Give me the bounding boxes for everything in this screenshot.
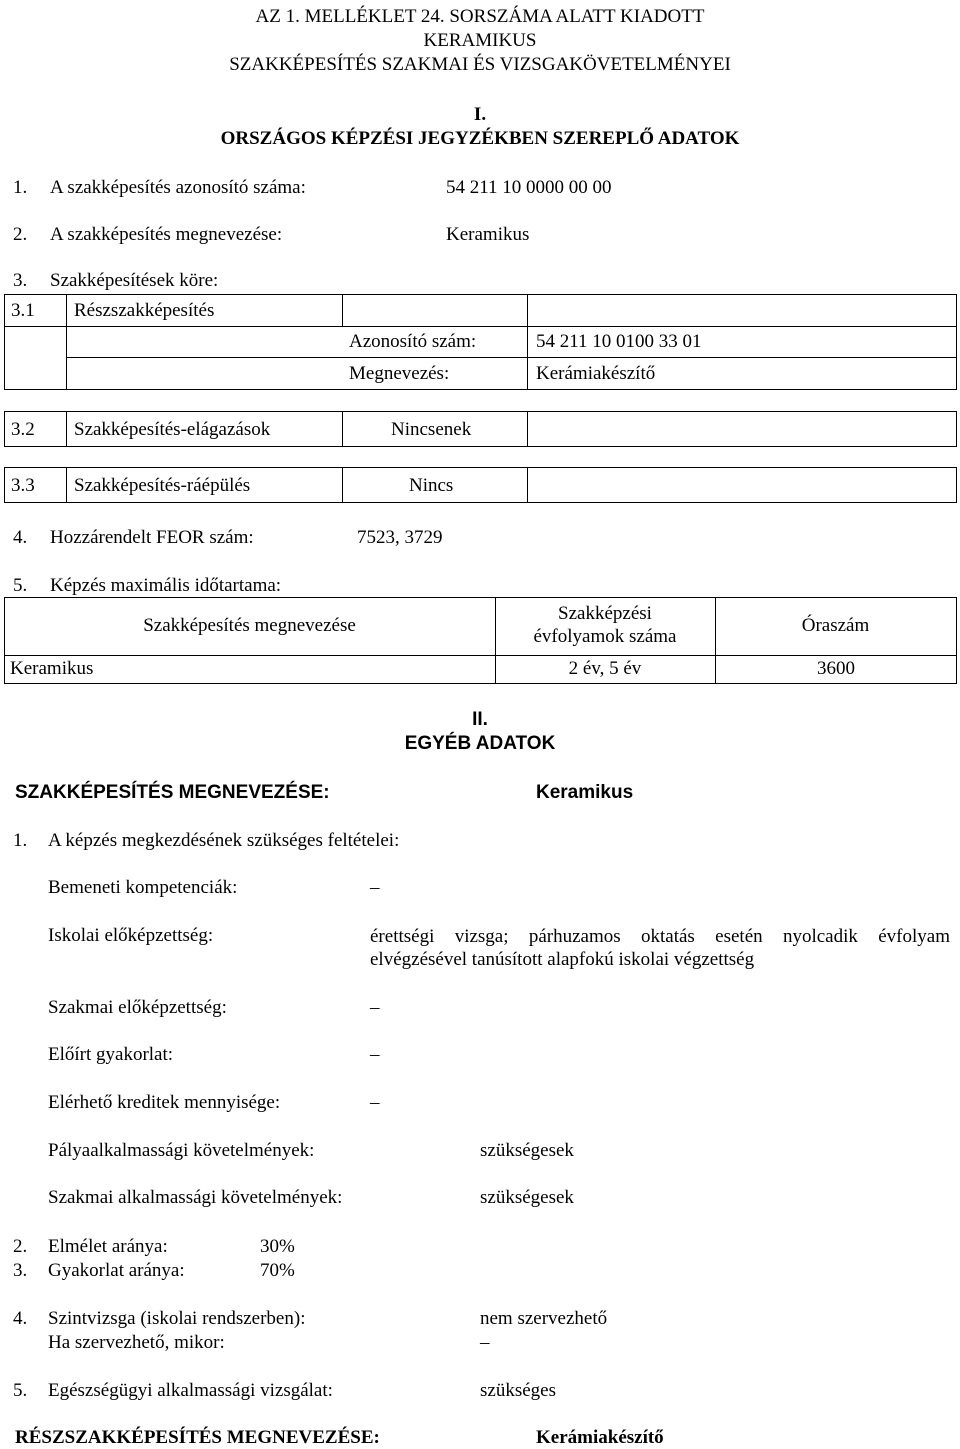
duration-col-years-header-2: évfolyamok száma <box>533 626 677 647</box>
fitness-label: Szakmai alkalmassági követelmények: <box>48 1187 343 1208</box>
section1-title: ORSZÁGOS KÉPZÉSI JEGYZÉKBEN SZEREPLŐ ADATOK <box>220 128 740 149</box>
duration-row-name: Keramikus <box>10 658 94 679</box>
item32-num: 3.2 <box>11 419 35 440</box>
duration-table-line <box>4 597 957 598</box>
level-exam-label: Szintvizsga (iskolai rendszerben): <box>48 1308 306 1329</box>
item1-num: 1. <box>13 177 28 198</box>
table31-line <box>66 357 957 358</box>
duration-col-hours-header: Óraszám <box>801 615 870 636</box>
practice-ratio-label: Gyakorlat aránya: <box>48 1260 185 1281</box>
table33-line <box>4 467 957 468</box>
item33-label: Szakképesítés-ráépülés <box>74 475 251 496</box>
duration-row-years: 2 év, 5 év <box>568 658 642 679</box>
item31-id-label: Azonosító szám: <box>349 331 477 352</box>
credits-label: Elérhető kreditek mennyisége: <box>48 1092 281 1113</box>
partial-label: RÉSZSZAKKÉPESÍTÉS MEGNEVEZÉSE: <box>15 1427 380 1448</box>
prof-value: – <box>370 997 380 1018</box>
table31-line <box>4 294 5 390</box>
table32-line <box>66 411 67 446</box>
table31-line <box>4 326 957 327</box>
level-exam-when-value: – <box>480 1332 490 1353</box>
doc-header-line3: SZAKKÉPESÍTÉS SZAKMAI ÉS VIZSGAKÖVETELMÉNYEI <box>229 54 731 75</box>
item1-value: 54 211 10 0000 00 00 <box>446 177 612 198</box>
level-exam-when-label: Ha szervezhető, mikor: <box>48 1332 225 1353</box>
item31-name-label: Megnevezés: <box>349 363 450 384</box>
duration-col-name-header: Szakképesítés megnevezése <box>143 615 356 636</box>
item5-label: Képzés maximális időtartama: <box>50 575 282 596</box>
item4-value: 7523, 3729 <box>357 527 443 548</box>
health-num: 5. <box>13 1380 28 1401</box>
practice-ratio-value: 70% <box>260 1260 295 1281</box>
input-comp-label: Bemeneti kompetenciák: <box>48 877 238 898</box>
theory-value: 30% <box>260 1236 295 1257</box>
item3-num: 3. <box>13 270 28 291</box>
table32-line <box>527 411 528 446</box>
table32-line <box>4 446 957 447</box>
table31-line <box>527 294 528 390</box>
item32-label: Szakképesítés-elágazások <box>74 419 271 440</box>
practice-label: Előírt gyakorlat: <box>48 1044 174 1065</box>
qual-name-label: SZAKKÉPESÍTÉS MEGNEVEZÉSE: <box>15 782 330 803</box>
section2-title: EGYÉB ADATOK <box>404 733 556 754</box>
health-label: Egészségügyi alkalmassági vizsgálat: <box>48 1380 333 1401</box>
duration-table-line <box>4 597 5 684</box>
table33-line <box>66 467 67 502</box>
item2-label: A szakképesítés megnevezése: <box>50 224 283 245</box>
table32-line <box>4 411 5 446</box>
table32-line <box>4 411 957 412</box>
table33-line <box>4 502 957 503</box>
practice-value: – <box>370 1044 380 1065</box>
conditions-num: 1. <box>13 830 28 851</box>
item4-num: 4. <box>13 527 28 548</box>
section1-roman: I. <box>473 104 487 125</box>
duration-row-hours: 3600 <box>817 658 855 679</box>
table32-line <box>956 411 957 446</box>
item4-label: Hozzárendelt FEOR szám: <box>50 527 254 548</box>
item1-label: A szakképesítés azonosító száma: <box>50 177 306 198</box>
table31-line <box>66 294 67 390</box>
table33-line <box>956 467 957 502</box>
theory-num: 2. <box>13 1236 28 1257</box>
item31-num: 3.1 <box>11 300 35 321</box>
fitness-value: szükségesek <box>480 1187 574 1208</box>
practice-ratio-num: 3. <box>13 1260 28 1281</box>
item2-num: 2. <box>13 224 28 245</box>
item32-value: Nincsenek <box>391 419 472 440</box>
table33-line <box>527 467 528 502</box>
item5-num: 5. <box>13 575 28 596</box>
theory-label: Elmélet aránya: <box>48 1236 168 1257</box>
conditions-title: A képzés megkezdésének szükséges feltételei: <box>48 830 400 851</box>
table31-line <box>4 389 957 390</box>
item2-value: Keramikus <box>446 224 530 245</box>
school-label: Iskolai előképzettség: <box>48 925 214 946</box>
duration-table-line <box>4 683 957 684</box>
item31-label: Részszakképesítés <box>74 300 215 321</box>
health-value: szükséges <box>480 1380 556 1401</box>
table31-line <box>342 294 343 326</box>
doc-header-line1: AZ 1. MELLÉKLET 24. SORSZÁMA ALATT KIADOTT <box>255 6 705 27</box>
credits-value: – <box>370 1092 380 1113</box>
qual-name-value: Keramikus <box>536 782 634 803</box>
item33-value: Nincs <box>409 475 454 496</box>
career-value: szükségesek <box>480 1140 574 1161</box>
school-value: érettségi vizsga; párhuzamos oktatás esetén nyolcadik évfolyam elvégzésével tanúsított alapfokú iskolai végzettség <box>370 926 950 970</box>
doc-header-line2: KERAMIKUS <box>423 30 537 51</box>
level-exam-num: 4. <box>13 1308 28 1329</box>
table31-line <box>956 294 957 390</box>
career-label: Pályaalkalmassági követelmények: <box>48 1140 315 1161</box>
level-exam-value: nem szervezhető <box>480 1308 608 1329</box>
partial-value: Kerámiakészítő <box>536 1427 664 1448</box>
item3-label: Szakképesítések köre: <box>50 270 219 291</box>
input-comp-value: – <box>370 877 380 898</box>
prof-label: Szakmai előképzettség: <box>48 997 227 1018</box>
duration-table-line <box>956 597 957 684</box>
duration-col-years-header-1: Szakképzési <box>558 603 652 624</box>
item31-name-value: Kerámiakészítő <box>536 363 656 384</box>
item33-num: 3.3 <box>11 475 35 496</box>
table33-line <box>4 467 5 502</box>
table31-line <box>4 294 957 295</box>
table33-line <box>342 467 343 502</box>
item31-id-value: 54 211 10 0100 33 01 <box>536 331 702 352</box>
section2-roman: II. <box>472 709 488 730</box>
duration-table-line <box>4 655 957 656</box>
table32-line <box>342 411 343 446</box>
